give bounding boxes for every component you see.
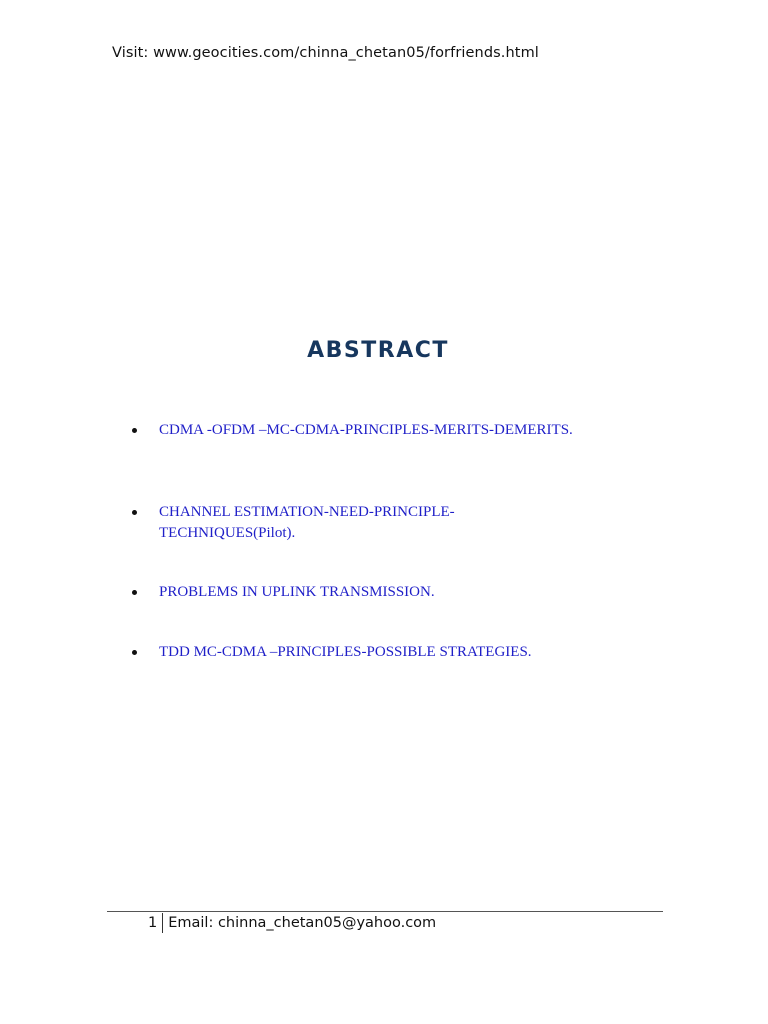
footer-separator bbox=[162, 913, 163, 933]
bullet-line: CDMA -OFDM –MC-CDMA-PRINCIPLES-MERITS-DEMERITS. bbox=[159, 422, 573, 438]
bullet-line: CHANNEL ESTIMATION-NEED-PRINCIPLE- bbox=[159, 504, 455, 520]
bullet-text bbox=[159, 582, 679, 603]
footer-email-text: Email: chinna_chetan05@yahoo.com bbox=[168, 915, 437, 931]
bullet-dot-icon bbox=[132, 428, 137, 433]
bullet-text bbox=[159, 642, 679, 663]
page-number: 1 bbox=[148, 915, 158, 931]
bullet-dot-icon bbox=[132, 650, 137, 655]
footer bbox=[148, 912, 436, 934]
bullet-line: TECHNIQUES(Pilot). bbox=[159, 525, 296, 541]
bullet-line: TDD MC-CDMA –PRINCIPLES-POSSIBLE STRATEGIES. bbox=[159, 644, 532, 660]
bullet-text bbox=[159, 502, 679, 544]
bullet-dot-icon bbox=[132, 590, 137, 595]
bullet-dot-icon bbox=[132, 510, 137, 515]
bullet-line: PROBLEMS IN UPLINK TRANSMISSION. bbox=[159, 584, 435, 600]
page-title: ABSTRACT bbox=[307, 338, 449, 363]
bullet-text bbox=[159, 420, 679, 441]
header-visit-text: Visit: www.geocities.com/chinna_chetan05/forfriends.html bbox=[112, 45, 539, 61]
